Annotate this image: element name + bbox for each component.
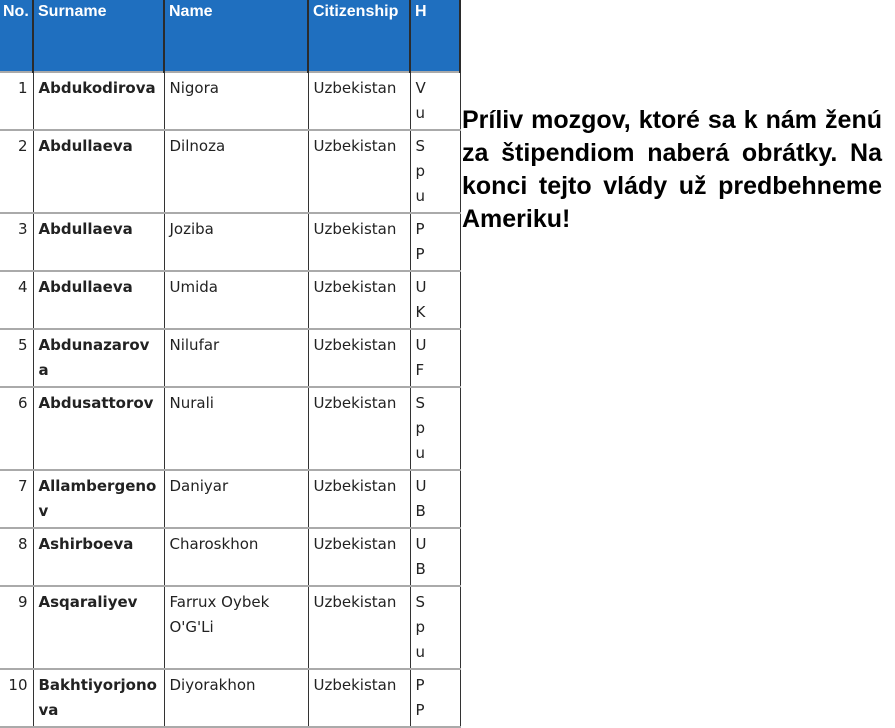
- cell-name: Daniyar: [164, 470, 308, 528]
- table-row: [0, 72, 460, 130]
- cell-surname: Ashirboeva: [33, 528, 164, 586]
- cell-no: 7: [0, 470, 33, 528]
- cell-name: Joziba: [164, 213, 308, 271]
- table-row: [0, 130, 460, 213]
- table-row: [0, 213, 460, 271]
- cell-citizenship: Uzbekistan: [308, 387, 410, 470]
- cell-surname: Asqaraliyev: [33, 586, 164, 669]
- cell-name: Farrux Oybek O'G'Li: [164, 586, 308, 669]
- header-name: Name: [164, 0, 308, 72]
- cell-name: Diyorakhon: [164, 669, 308, 727]
- cell-surname: Abdusattorov: [33, 387, 164, 470]
- header-citizenship: Citizenship: [308, 0, 410, 72]
- cell-h: P P: [410, 669, 460, 727]
- cell-no: 8: [0, 528, 33, 586]
- header-h: H: [410, 0, 460, 72]
- cell-name: Nigora: [164, 72, 308, 130]
- cell-no: 1: [0, 72, 33, 130]
- table-header-row: [0, 0, 460, 72]
- table-row: [0, 528, 460, 586]
- cell-name: Nurali: [164, 387, 308, 470]
- header-surname: Surname: [33, 0, 164, 72]
- cell-surname: Abdullaeva: [33, 271, 164, 329]
- cell-name: Dilnoza: [164, 130, 308, 213]
- cell-h: U B: [410, 528, 460, 586]
- cell-citizenship: Uzbekistan: [308, 72, 410, 130]
- cell-h: P P: [410, 213, 460, 271]
- table-row: [0, 470, 460, 528]
- caption-text: Príliv mozgov, ktoré sa k nám ženú za štipendiom naberá obrátky. Na konci tejto vlády už predbehneme Ameriku!: [462, 106, 882, 233]
- header-no: No.: [0, 0, 33, 72]
- table-row: [0, 586, 460, 669]
- cell-h: U B: [410, 470, 460, 528]
- cell-no: 3: [0, 213, 33, 271]
- cell-citizenship: Uzbekistan: [308, 329, 410, 387]
- cell-no: 2: [0, 130, 33, 213]
- table-row: [0, 669, 460, 727]
- cell-citizenship: Uzbekistan: [308, 528, 410, 586]
- cell-h: S p u: [410, 586, 460, 669]
- table-row: [0, 329, 460, 387]
- scholarship-table-excerpt: [0, 0, 427, 719]
- cell-h: V u: [410, 72, 460, 130]
- cell-citizenship: Uzbekistan: [308, 470, 410, 528]
- cell-h: S p u: [410, 387, 460, 470]
- cell-surname: Allambergenov: [33, 470, 164, 528]
- cell-no: 6: [0, 387, 33, 470]
- cell-no: 10: [0, 669, 33, 727]
- cell-name: Umida: [164, 271, 308, 329]
- cell-no: 5: [0, 329, 33, 387]
- cell-surname: Abdunazarova: [33, 329, 164, 387]
- cell-surname: Abdukodirova: [33, 72, 164, 130]
- cell-surname: Abdullaeva: [33, 130, 164, 213]
- cell-citizenship: Uzbekistan: [308, 130, 410, 213]
- cell-no: 9: [0, 586, 33, 669]
- table-row: [0, 271, 460, 329]
- cell-h: U F: [410, 329, 460, 387]
- cell-h: U K: [410, 271, 460, 329]
- cell-citizenship: Uzbekistan: [308, 586, 410, 669]
- cell-citizenship: Uzbekistan: [308, 669, 410, 727]
- cell-citizenship: Uzbekistan: [308, 213, 410, 271]
- cell-citizenship: Uzbekistan: [308, 271, 410, 329]
- cell-surname: Abdullaeva: [33, 213, 164, 271]
- cell-name: Nilufar: [164, 329, 308, 387]
- table-row: [0, 387, 460, 470]
- cell-no: 4: [0, 271, 33, 329]
- cell-h: S p u: [410, 130, 460, 213]
- cell-name: Charoskhon: [164, 528, 308, 586]
- cell-surname: Bakhtiyorjonova: [33, 669, 164, 727]
